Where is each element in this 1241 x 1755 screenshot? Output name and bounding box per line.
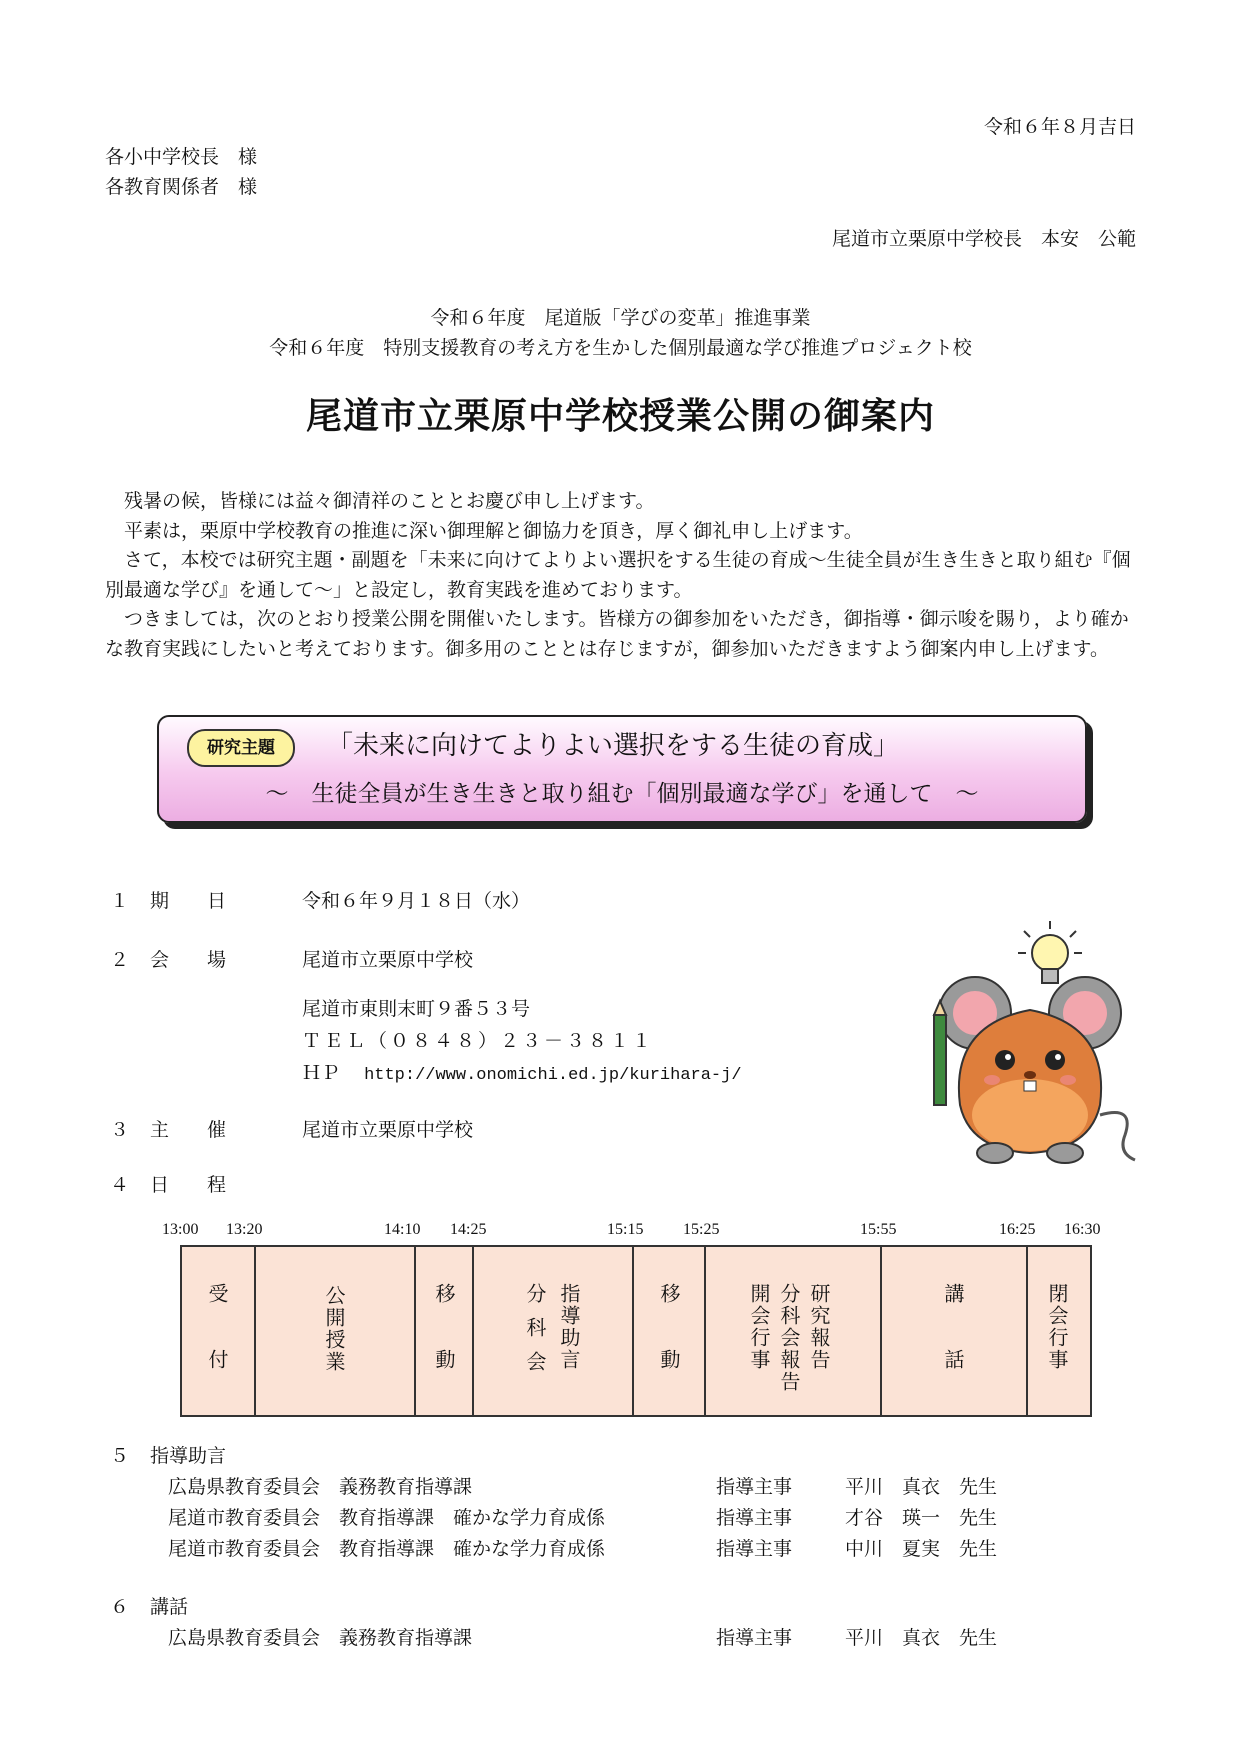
advisor-org: 広島県教育委員会 義務教育指導課 bbox=[168, 1476, 473, 1498]
paragraph-1: 残暑の候，皆様には益々御清祥のこととお慶び申し上げます。 bbox=[124, 490, 655, 512]
issue-date: 令和６年８月吉日 bbox=[983, 116, 1136, 138]
subtitle-1: 令和６年度 尾道版「学びの変革」推進事業 bbox=[430, 307, 811, 329]
schedule-block-lecture bbox=[880, 1247, 1028, 1415]
advisor-org: 尾道市教育委員会 教育指導課 確かな学力育成係 bbox=[168, 1538, 606, 1560]
schedule-text: 移 bbox=[432, 1283, 456, 1305]
schedule-text: 開会行事 bbox=[747, 1283, 771, 1371]
item-1-label: 期 日 bbox=[150, 890, 227, 912]
paragraph-4: つきましては，次のとおり授業公開を開催いたします。皆様方の御参加をいただき，御指導・御示唆を賜り，より確かな教育実践にしたいと考えております。御多用のこととは存じますが，御参加いただきますよう御案内申し上げます。 bbox=[105, 608, 1129, 660]
pencil-icon bbox=[934, 1001, 946, 1105]
lightbulb-icon bbox=[1018, 921, 1082, 983]
item-3-number: ３ bbox=[110, 1119, 130, 1141]
advisor-role: 指導主事 bbox=[716, 1538, 793, 1560]
time-tick: 16:30 bbox=[1064, 1221, 1101, 1238]
schedule-text: 分科会報告 bbox=[777, 1283, 801, 1393]
research-theme-box bbox=[157, 715, 1087, 823]
time-tick: 16:25 bbox=[999, 1221, 1036, 1238]
item-4-label: 日 程 bbox=[150, 1174, 227, 1196]
schedule-text: 分科会 bbox=[523, 1283, 547, 1385]
schedule-text: 閉会行事 bbox=[1045, 1283, 1069, 1371]
schedule-text: 研究報告 bbox=[807, 1283, 831, 1371]
addressee-2: 各教育関係者 様 bbox=[105, 176, 258, 198]
schedule-text: 指導助言 bbox=[557, 1283, 581, 1371]
venue-hp bbox=[302, 1058, 742, 1085]
advisor-name: 中川 夏実 先生 bbox=[845, 1538, 998, 1560]
schedule-block-research-report bbox=[704, 1247, 882, 1415]
advisor-org: 尾道市教育委員会 教育指導課 確かな学力育成係 bbox=[168, 1507, 606, 1529]
lecturer-name: 平川 真衣 先生 bbox=[845, 1627, 998, 1649]
event-date: 令和６年９月１８日（水） bbox=[302, 890, 531, 912]
item-4-number: ４ bbox=[110, 1174, 130, 1196]
time-tick: 14:10 bbox=[384, 1221, 421, 1238]
theme-tag: 研究主題 bbox=[187, 729, 295, 767]
schedule-text: 受 bbox=[205, 1283, 229, 1305]
schedule-text: 動 bbox=[657, 1349, 681, 1371]
mascot-illustration bbox=[920, 915, 1150, 1170]
schedule-table bbox=[180, 1245, 1092, 1417]
host-name: 尾道市立栗原中学校 bbox=[302, 1119, 474, 1141]
time-tick: 13:20 bbox=[226, 1221, 263, 1238]
paragraph-2: 平素は，栗原中学校教育の推進に深い御理解と御協力を頂き，厚く御礼申し上げます。 bbox=[124, 519, 863, 542]
subtitle-2: 令和６年度 特別支援教育の考え方を生かした個別最適な学び推進プロジェクト校 bbox=[269, 337, 972, 359]
schedule-block-subcommittee bbox=[472, 1247, 634, 1415]
item-5-label: 指導助言 bbox=[150, 1445, 227, 1467]
theme-main: 「未来に向けてよりよい選択をする生徒の育成」 bbox=[327, 731, 900, 761]
schedule-text: 移 bbox=[657, 1283, 681, 1305]
paragraph-3: さて，本校では研究主題・副題を「未来に向けてよりよい選択をする生徒の育成～生徒全員が生き生きと取り組む『個別最適な学び』を通して～」と設定し，教育実践を進めております。 bbox=[105, 549, 1131, 601]
item-1-number: １ bbox=[110, 890, 130, 912]
lecturer-org: 広島県教育委員会 義務教育指導課 bbox=[168, 1627, 473, 1649]
lecturer-role: 指導主事 bbox=[716, 1627, 793, 1649]
item-2-number: ２ bbox=[110, 949, 130, 971]
time-tick: 13:00 bbox=[162, 1221, 199, 1238]
schedule-text: 話 bbox=[941, 1349, 965, 1371]
venue-address: 尾道市東則末町９番５３号 bbox=[302, 998, 531, 1020]
item-6-label: 講話 bbox=[150, 1596, 189, 1618]
schedule-block-move-1 bbox=[414, 1247, 474, 1415]
schedule-text: 付 bbox=[205, 1349, 229, 1371]
time-tick: 14:25 bbox=[450, 1221, 487, 1238]
advisor-name: 才谷 瑛一 先生 bbox=[845, 1507, 998, 1529]
sender: 尾道市立栗原中学校長 本安 公範 bbox=[831, 228, 1136, 250]
schedule-text: 公開授業 bbox=[322, 1285, 346, 1373]
addressee-1: 各小中学校長 様 bbox=[105, 146, 258, 168]
theme-sub: ～ 生徒全員が生き生きと取り組む「個別最適な学び」を通して ～ bbox=[265, 781, 979, 807]
time-tick: 15:15 bbox=[607, 1221, 644, 1238]
venue-name: 尾道市立栗原中学校 bbox=[302, 949, 474, 971]
schedule-text: 講 bbox=[941, 1283, 965, 1305]
advisor-role: 指導主事 bbox=[716, 1476, 793, 1498]
advisor-name: 平川 真衣 先生 bbox=[845, 1476, 998, 1498]
item-5-number: ５ bbox=[110, 1445, 130, 1467]
time-tick: 15:25 bbox=[683, 1221, 720, 1238]
hp-label: ＨＰ bbox=[302, 1062, 341, 1084]
advisor-role: 指導主事 bbox=[716, 1507, 793, 1529]
hp-url[interactable]: http://www.onomichi.ed.jp/kurihara-j/ bbox=[364, 1066, 742, 1085]
time-tick: 15:55 bbox=[860, 1221, 897, 1238]
schedule-block-move-2 bbox=[632, 1247, 706, 1415]
schedule-block-closing bbox=[1026, 1247, 1088, 1415]
venue-tel: ＴＥＬ（０８４８）２３－３８１１ bbox=[302, 1030, 655, 1052]
page-title: 尾道市立栗原中学校授業公開の御案内 bbox=[305, 396, 935, 437]
item-2-label: 会 場 bbox=[150, 949, 227, 971]
schedule-block-reception bbox=[182, 1247, 254, 1415]
item-6-number: ６ bbox=[110, 1596, 130, 1618]
schedule-text: 動 bbox=[432, 1349, 456, 1371]
body-text bbox=[105, 487, 1135, 664]
item-3-label: 主 催 bbox=[150, 1119, 227, 1141]
schedule-block-open-class bbox=[254, 1247, 416, 1415]
